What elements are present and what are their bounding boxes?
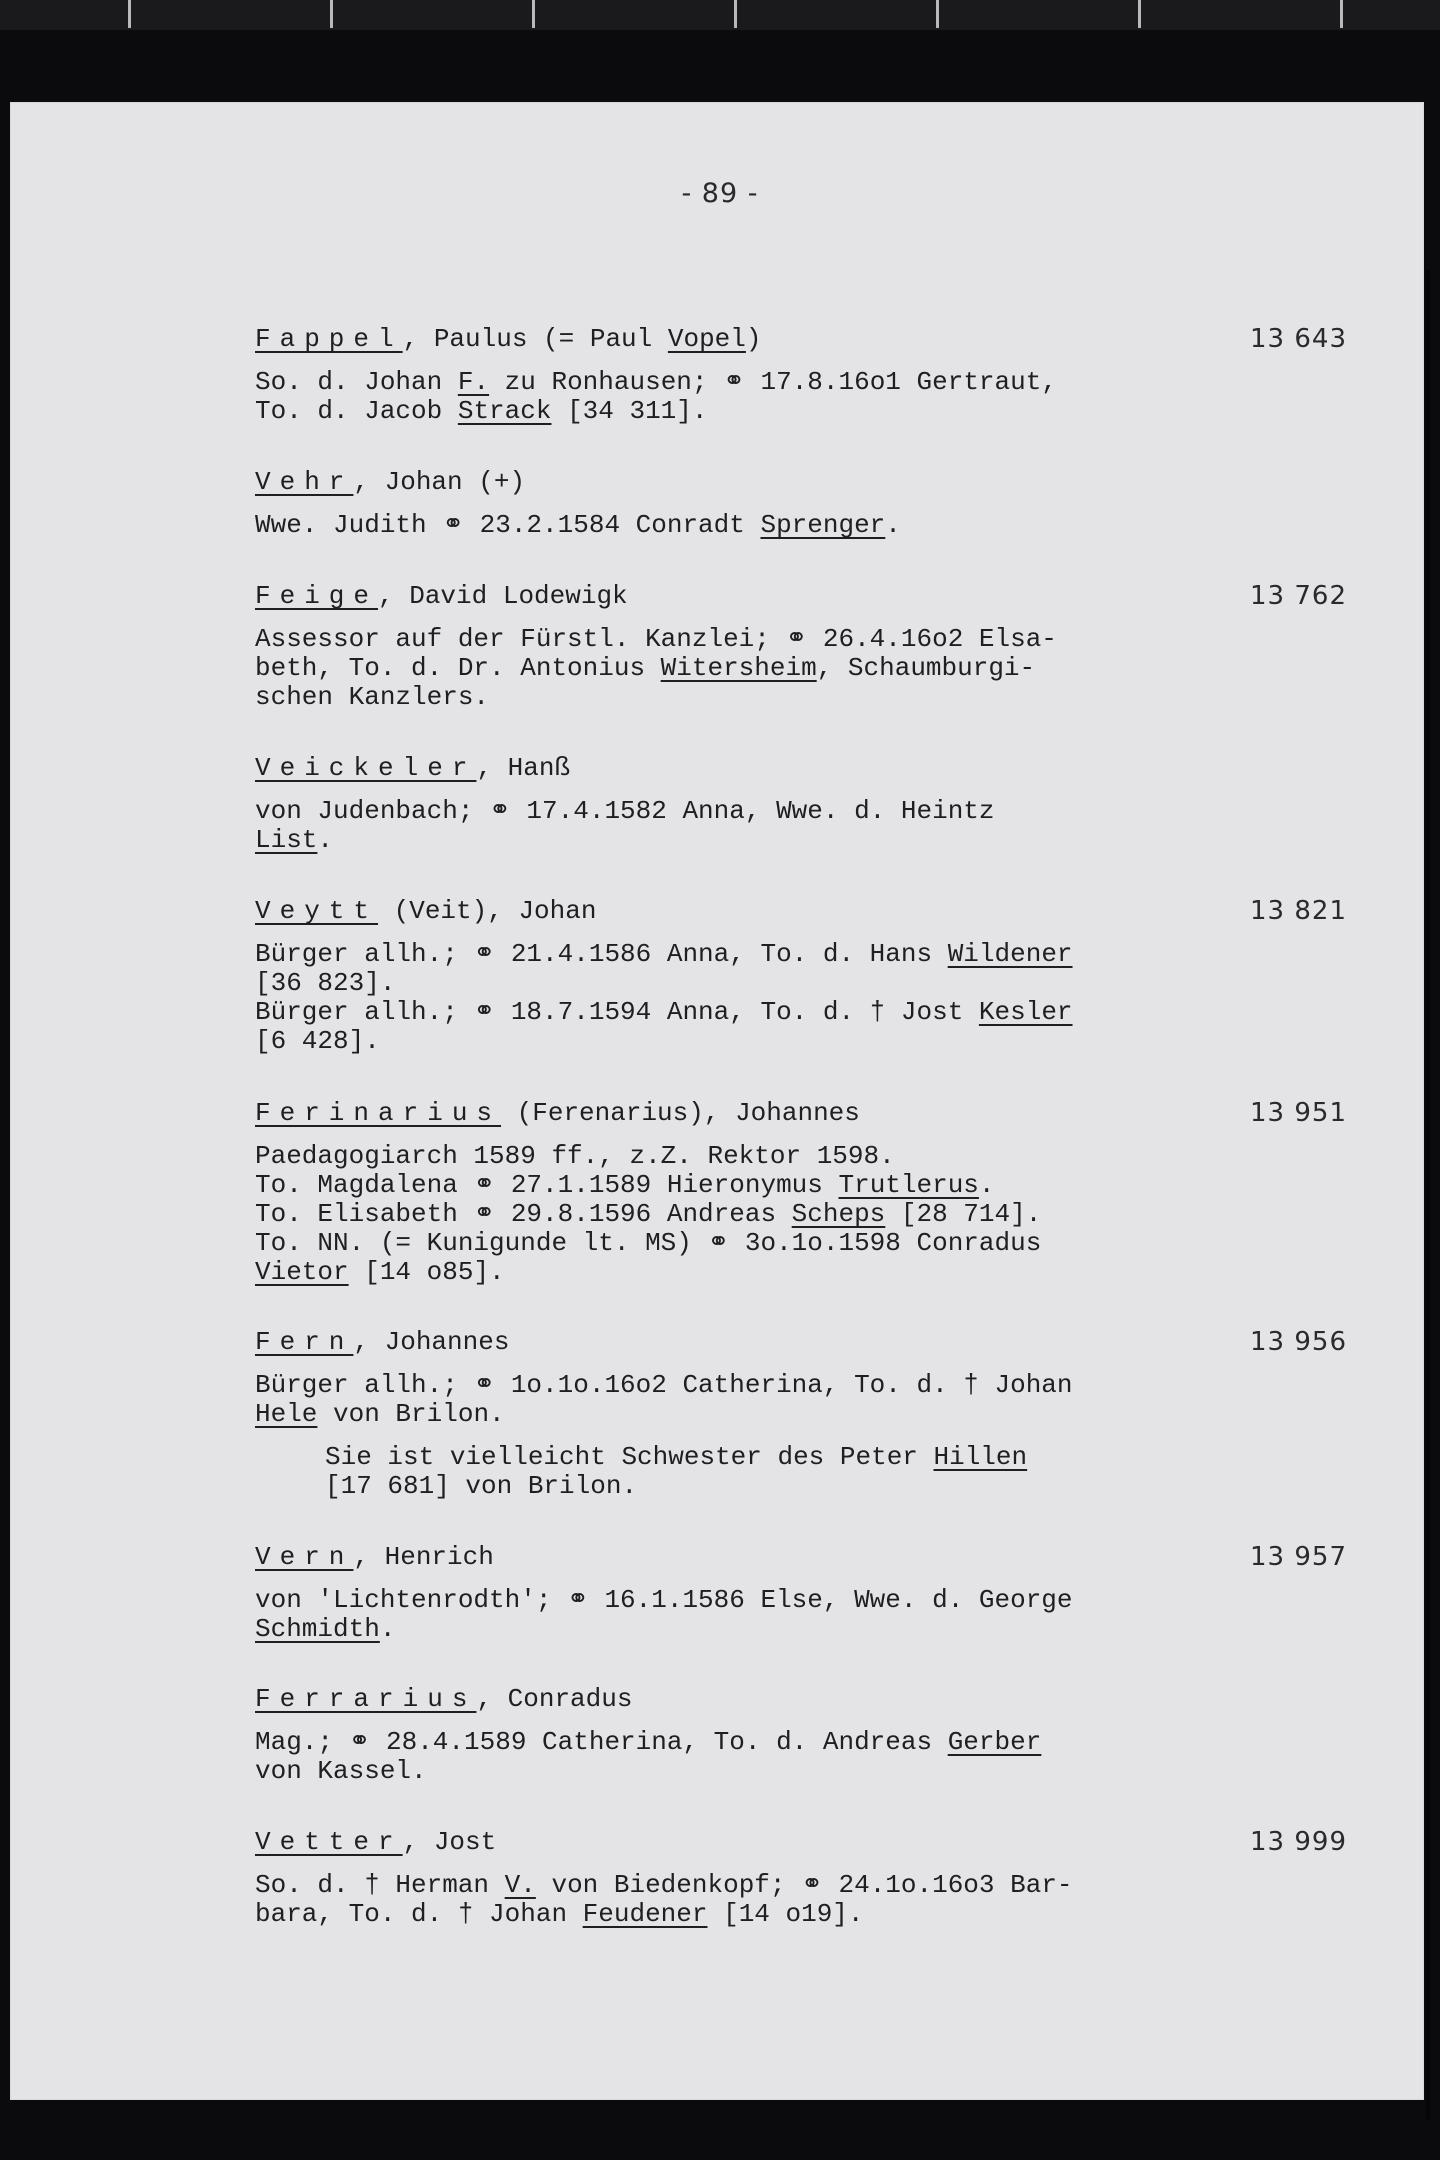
underlined-name: Witersheim — [660, 653, 817, 683]
underlined-name: Sprenger — [760, 510, 886, 540]
underlined-name: Kesler — [978, 997, 1073, 1027]
genealogy-entry — [255, 1828, 1355, 1929]
page-edge-shadow — [1426, 270, 1430, 2120]
entry-heading — [255, 897, 1355, 940]
text-run: von Kassel. — [255, 1756, 427, 1786]
entry-line — [255, 1229, 1355, 1258]
entry-line — [255, 1258, 1355, 1287]
genealogy-entry — [255, 1543, 1355, 1644]
entry-line — [255, 1900, 1355, 1929]
text-run: schen Kanzlers. — [255, 682, 490, 712]
underlined-name: Hillen — [933, 1442, 1028, 1472]
page-number: - 89 - — [681, 178, 759, 209]
genealogy-entry — [255, 1328, 1355, 1501]
entry-heading — [255, 325, 1355, 368]
alias-name: Vopel — [667, 324, 746, 354]
genealogy-entry — [255, 325, 1355, 426]
given-name: , Jost — [402, 1827, 497, 1857]
text-run: Sie ist vielleicht Schwester des Peter — [325, 1442, 934, 1472]
entry-note-line — [255, 1443, 1355, 1472]
given-name: , Henrich — [353, 1542, 494, 1572]
entry-line — [255, 1728, 1355, 1757]
text-run: . — [317, 825, 334, 855]
entry-heading — [255, 468, 1355, 511]
text-run: To. NN. (= Kunigunde lt. MS) ⚭ 3o.1o.1598 Conradus — [255, 1228, 1042, 1258]
text-run: Bürger allh.; ⚭ 18.7.1594 Anna, To. d. † Jost — [255, 997, 979, 1027]
given-name: (Veit), Johan — [378, 896, 597, 926]
entry-line — [255, 625, 1355, 654]
text-run: . — [379, 1614, 396, 1644]
underlined-name: V. — [504, 1870, 536, 1900]
ruler-tick — [936, 0, 939, 28]
spacer — [255, 1429, 1355, 1443]
surname: Veytt — [255, 896, 379, 926]
given-name: , Hanß — [476, 753, 571, 783]
text-run: [34 311]. — [551, 396, 708, 426]
surname: Fappel — [255, 324, 403, 354]
text-run: von 'Lichtenrodth'; ⚭ 16.1.1586 Else, Wwe. d. George — [255, 1585, 1073, 1615]
genealogy-entry — [255, 1099, 1355, 1287]
entry-line — [255, 1171, 1355, 1200]
text-run: [14 o85]. — [348, 1257, 505, 1287]
entry-line — [255, 1871, 1355, 1900]
underlined-name: Vietor — [255, 1257, 349, 1287]
entry-heading — [255, 754, 1355, 797]
entry-note-line — [255, 1472, 1355, 1501]
given-name: , Paulus (= Paul — [402, 324, 668, 354]
given-name: , Johannes — [353, 1327, 510, 1357]
surname: Fern — [255, 1327, 354, 1357]
text-run: . — [978, 1170, 995, 1200]
underlined-name: Strack — [457, 396, 552, 426]
entry-heading — [255, 582, 1355, 625]
entry-line — [255, 1200, 1355, 1229]
text-run: von Brilon. — [317, 1399, 505, 1429]
text-run: So. d. † Herman — [255, 1870, 505, 1900]
entry-number: 13 951 — [1250, 1098, 1347, 1128]
entry-heading — [255, 1828, 1355, 1871]
entry-line — [255, 797, 1355, 826]
entry-line — [255, 397, 1355, 426]
underlined-name: Hele — [255, 1399, 318, 1429]
underlined-name: Gerber — [947, 1727, 1042, 1757]
underlined-name: Wildener — [947, 939, 1073, 969]
entry-line — [255, 1142, 1355, 1171]
entry-line — [255, 683, 1355, 712]
text-run: Assessor auf der Fürstl. Kanzlei; ⚭ 26.4.16o2 Elsa- — [255, 624, 1057, 654]
entry-number: 13 999 — [1250, 1827, 1347, 1857]
genealogy-entry — [255, 1685, 1355, 1786]
text-run: [28 714]. — [885, 1199, 1042, 1229]
text-run: von Judenbach; ⚭ 17.4.1582 Anna, Wwe. d. Heintz — [255, 796, 995, 826]
ruler-tick — [532, 0, 535, 28]
entry-number: 13 821 — [1250, 896, 1347, 926]
text-run: To. Elisabeth ⚭ 29.8.1596 Andreas — [255, 1199, 792, 1229]
entry-line — [255, 826, 1355, 855]
text-run: Mag.; ⚭ 28.4.1589 Catherina, To. d. Andreas — [255, 1727, 948, 1757]
given-name: , David Lodewigk — [378, 581, 628, 611]
underlined-name: Scheps — [791, 1199, 886, 1229]
text-run: von Biedenkopf; ⚭ 24.1o.16o3 Bar- — [535, 1870, 1073, 1900]
text-run: ) — [745, 324, 762, 354]
genealogy-entry — [255, 897, 1355, 1056]
surname: Vetter — [255, 1827, 403, 1857]
text-run: Paedagogiarch 1589 ff., z.Z. Rektor 1598. — [255, 1141, 895, 1171]
ruler-tick — [1138, 0, 1141, 28]
text-run: [36 823]. — [255, 968, 396, 998]
entry-number: 13 957 — [1250, 1542, 1347, 1572]
entry-number: 13 643 — [1250, 324, 1347, 354]
genealogy-entry — [255, 468, 1355, 540]
underlined-name: Trutlerus — [838, 1170, 979, 1200]
text-run: beth, To. d. Dr. Antonius — [255, 653, 661, 683]
ruler-tick — [128, 0, 131, 28]
surname: Vern — [255, 1542, 354, 1572]
entry-line — [255, 654, 1355, 683]
entry-heading — [255, 1685, 1355, 1728]
given-name: , Johan (+) — [353, 467, 526, 497]
given-name: (Ferenarius), Johannes — [501, 1098, 860, 1128]
entry-line — [255, 1615, 1355, 1644]
genealogy-entry — [255, 754, 1355, 855]
text-run: [6 428]. — [255, 1026, 380, 1056]
text-run: Wwe. Judith ⚭ 23.2.1584 Conradt — [255, 510, 761, 540]
underlined-name: Schmidth — [255, 1614, 380, 1644]
underlined-name: Feudener — [582, 1899, 708, 1929]
underlined-name: F. — [457, 367, 490, 397]
entry-line — [255, 1757, 1355, 1786]
surname: Feige — [255, 581, 379, 611]
ruler-tick — [330, 0, 333, 28]
entry-line — [255, 1027, 1355, 1056]
entry-line — [255, 969, 1355, 998]
surname: Vehr — [255, 467, 354, 497]
entry-line — [255, 368, 1355, 397]
text-run: To. Magdalena ⚭ 27.1.1589 Hieronymus — [255, 1170, 839, 1200]
surname: Ferinarius — [255, 1098, 502, 1128]
entry-line — [255, 1400, 1355, 1429]
genealogy-entry — [255, 582, 1355, 712]
surname: Veickeler — [255, 753, 477, 783]
text-run: So. d. Johan — [255, 367, 458, 397]
surname: Ferrarius — [255, 1684, 477, 1714]
entry-number: 13 956 — [1250, 1327, 1347, 1357]
text-run: Bürger allh.; ⚭ 21.4.1586 Anna, To. d. Hans — [255, 939, 948, 969]
text-run: , Schaumburgi- — [816, 653, 1036, 683]
text-run: bara, To. d. † Johan — [255, 1899, 583, 1929]
text-run: [17 681] von Brilon. — [325, 1471, 638, 1501]
entry-line — [255, 1371, 1355, 1400]
text-run: zu Ronhausen; ⚭ 17.8.16o1 Gertraut, — [489, 367, 1057, 397]
text-run: Bürger allh.; ⚭ 1o.1o.16o2 Catherina, To. d. † Johan — [255, 1370, 1073, 1400]
entry-line — [255, 1586, 1355, 1615]
given-name: , Conradus — [476, 1684, 633, 1714]
entry-number: 13 762 — [1250, 581, 1347, 611]
underlined-name: List — [255, 825, 318, 855]
text-run: [14 o19]. — [707, 1899, 864, 1929]
text-run: To. d. Jacob — [255, 396, 458, 426]
text-run: . — [885, 510, 901, 540]
entry-line — [255, 511, 1355, 540]
entry-heading — [255, 1543, 1355, 1586]
ruler-tick — [1340, 0, 1343, 28]
entry-line — [255, 998, 1355, 1027]
entry-heading — [255, 1328, 1355, 1371]
film-edge-ruler — [0, 0, 1440, 30]
entry-line — [255, 940, 1355, 969]
entry-heading — [255, 1099, 1355, 1142]
ruler-tick — [734, 0, 737, 28]
